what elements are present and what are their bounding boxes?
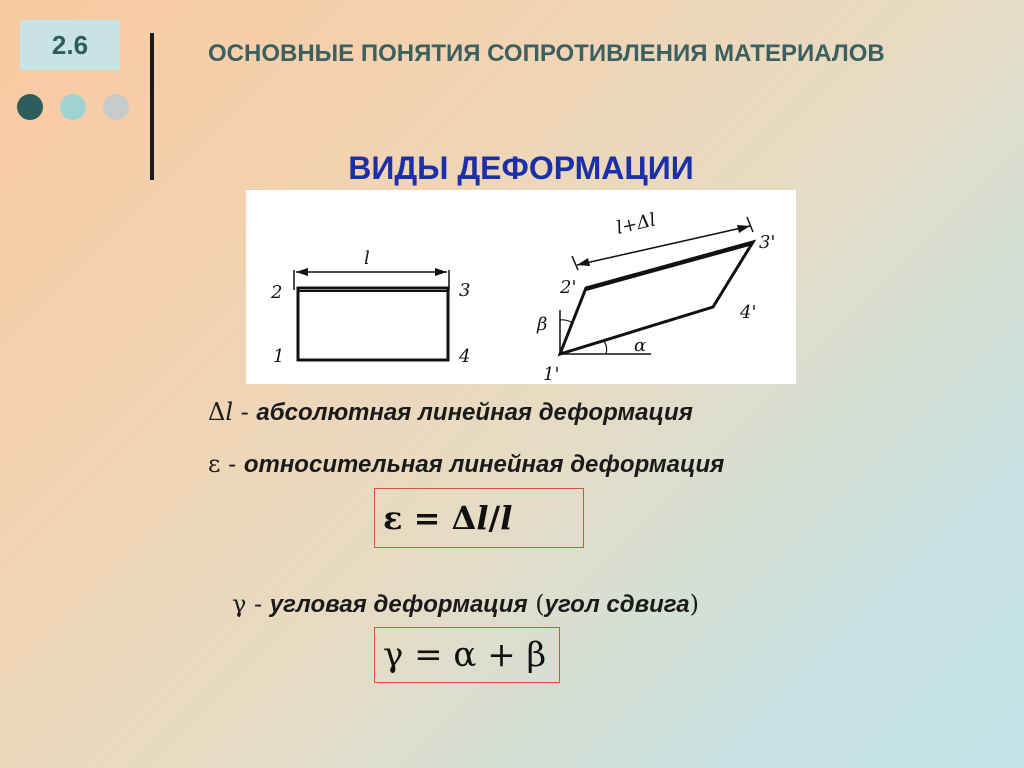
corner-3-label: 3	[459, 280, 471, 301]
shear-angle-text: угол сдвига	[544, 591, 690, 618]
deformation-diagram	[246, 190, 796, 384]
original-element	[270, 248, 470, 367]
section-title: ВИДЫ ДЕФОРМАЦИИ	[348, 150, 694, 186]
shear-formula-box	[374, 627, 560, 683]
absolute-deformation-text: абсолютная линейная деформация	[256, 399, 693, 426]
relative-deformation-symbol: ε	[208, 450, 221, 478]
strain-formula-box: ε = Δ l / l	[374, 488, 584, 548]
sheared-element	[536, 209, 775, 384]
corner-1-label: 1	[273, 346, 285, 367]
deformation-figure	[246, 190, 796, 384]
absolute-deformation-definition: Δl - абсолютная линейная деформация	[208, 398, 693, 426]
absolute-deformation-symbol: Δl	[208, 398, 234, 426]
alpha-label: α	[634, 335, 647, 356]
corner-4p-label: 4'	[740, 302, 757, 323]
length-label: l	[364, 248, 370, 269]
angular-deformation-text: угловая деформация	[269, 591, 528, 618]
original-rectangle	[298, 288, 448, 360]
corner-1p-label: 1'	[543, 364, 560, 384]
decor-dot-grey	[103, 94, 129, 120]
header-title: ОСНОВНЫЕ ПОНЯТИЯ СОПРОТИВЛЕНИЯ МАТЕРИАЛОВ	[208, 40, 885, 67]
relative-deformation-definition: ε - относительная линейная деформация	[208, 450, 725, 478]
slide-number-badge: 2.6	[20, 20, 120, 70]
shear-formula: γ = α + β	[383, 635, 547, 675]
corner-2-label: 2	[271, 282, 283, 303]
beta-label: β	[537, 314, 548, 335]
sheared-length-label: l+Δl	[614, 209, 658, 239]
sheared-length-line	[577, 226, 750, 265]
sheared-parallelogram	[560, 242, 753, 354]
relative-deformation-text: относительная линейная деформация	[243, 451, 725, 478]
corner-2p-label: 2'	[560, 277, 577, 298]
decor-dot-dark	[17, 94, 43, 120]
angular-deformation-definition: γ - угловая деформация (угол сдвига)	[232, 590, 699, 618]
corner-3p-label: 3'	[759, 232, 776, 253]
corner-4-label: 4	[459, 346, 471, 367]
angular-deformation-symbol: γ	[232, 590, 247, 618]
decor-dot-light	[60, 94, 86, 120]
